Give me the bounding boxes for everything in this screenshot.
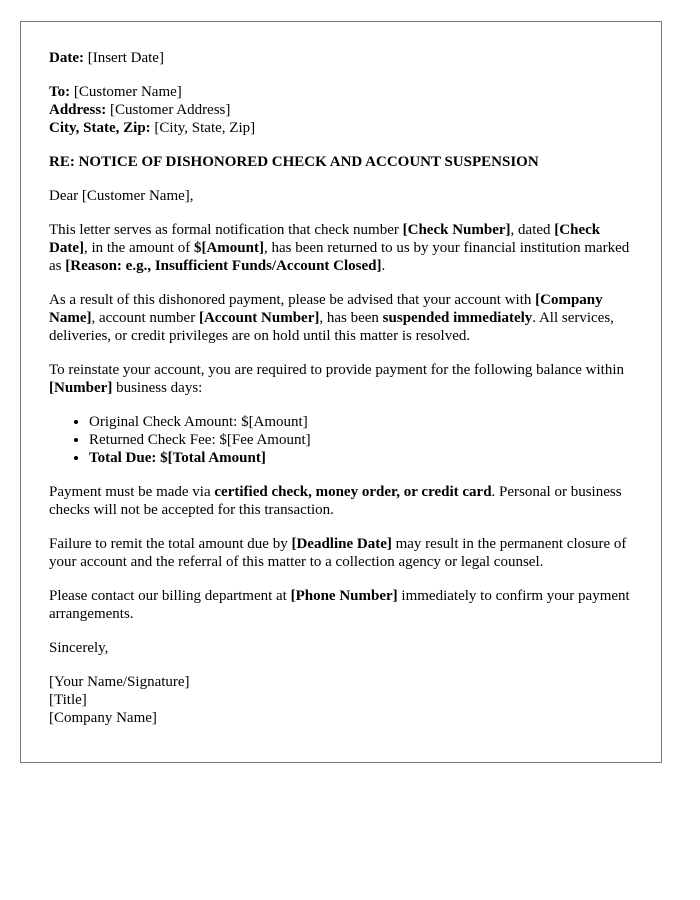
text: , account number (91, 310, 199, 326)
suspended-emphasis: suspended immediately (382, 310, 533, 326)
check-number: [Check Number] (402, 222, 511, 238)
paragraph-payment-method (49, 483, 633, 519)
list-item-fee: • Returned Check Fee: $[Fee Amount] (89, 431, 633, 449)
paragraph-deadline (49, 535, 633, 571)
address-value: [Customer Address] (106, 102, 231, 118)
text: , has been returned to us by your financial institution marked as (49, 240, 630, 274)
recipient-block (49, 83, 633, 137)
company-name: [Company Name] (49, 292, 603, 326)
city-value: [City, State, Zip] (150, 120, 256, 136)
balance-list (49, 413, 633, 467)
letter (20, 21, 662, 763)
days-number: [Number] (49, 380, 113, 396)
address-label: Address: (49, 102, 107, 118)
salutation: Dear [Customer Name], (49, 188, 194, 204)
check-date: [Check Date] (49, 222, 601, 256)
closing: Sincerely, (49, 640, 109, 656)
phone-number: [Phone Number] (290, 588, 398, 604)
paragraph-contact (49, 587, 633, 623)
subject-text: RE: NOTICE OF DISHONORED CHECK AND ACCOUNT SUSPENSION (49, 154, 539, 170)
text: may result in the permanent closure of your account and the referral of this matter to a collection agency or legal counsel. (49, 536, 627, 570)
payment-methods: certified check, money order, or credit card (214, 484, 492, 500)
text: business days: (112, 380, 203, 396)
to-label: To: (49, 84, 71, 100)
city-label: City, State, Zip: (49, 120, 151, 136)
to-value: [Customer Name] (70, 84, 182, 100)
text: , dated (510, 222, 555, 238)
text: This letter serves as formal notification that check number (49, 222, 403, 238)
text: immediately to confirm your payment arrangements. (49, 588, 630, 622)
text: , in the amount of (83, 240, 194, 256)
paragraph-reinstate (49, 361, 633, 397)
date-label: Date: (49, 50, 84, 66)
account-number: [Account Number] (198, 310, 320, 326)
amount: $[Amount] (193, 240, 264, 256)
text: Please contact our billing department at (49, 588, 291, 604)
text: As a result of this dishonored payment, please be advised that your account with (49, 292, 536, 308)
signature-name: [Your Name/Signature] (49, 674, 190, 690)
text: To reinstate your account, you are required to provide payment for the following balance within (49, 362, 625, 378)
text: Failure to remit the total amount due by (49, 536, 292, 552)
total-due: Total Due: $[Total Amount] (89, 450, 266, 466)
reason: [Reason: e.g., Insufficient Funds/Account Closed] (65, 258, 382, 274)
subject-line (49, 153, 633, 171)
list-item-original-amount: • Original Check Amount: $[Amount] (89, 413, 633, 431)
text: Payment must be made via (49, 484, 215, 500)
text: . All services, deliveries, or credit privileges are on hold until this matter is resolved. (49, 310, 614, 344)
deadline-date: [Deadline Date] (291, 536, 392, 552)
paragraph-notification (49, 221, 633, 275)
text: . Personal or business checks will not be accepted for this transaction. (49, 484, 622, 518)
date-line (49, 49, 633, 67)
date-value: [Insert Date] (83, 50, 164, 66)
text: . (381, 258, 386, 274)
paragraph-suspension (49, 291, 633, 345)
list-item-total (89, 449, 633, 467)
signature-company: [Company Name] (49, 710, 157, 726)
text: , has been (319, 310, 383, 326)
signature-title: [Title] (49, 692, 87, 708)
signature-block (49, 673, 633, 727)
